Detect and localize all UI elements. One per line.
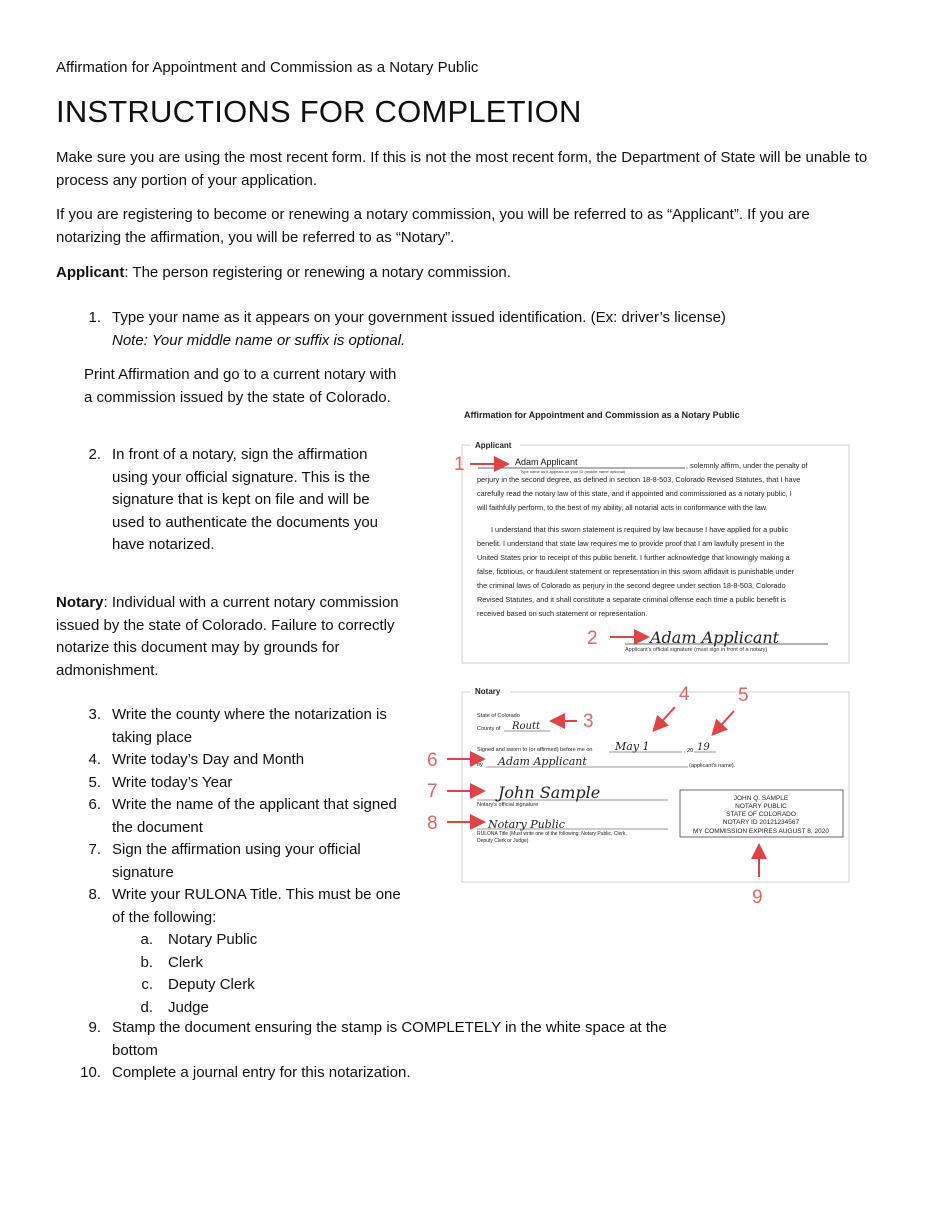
stamp-line-3: STATE OF COLORADO bbox=[726, 811, 796, 818]
intro-paragraph-2: If you are registering to become or renewing a notary commission, you will be referred to as “Applicant”. If you are notarizing the affirmation, you will be referred to as “Notary”. bbox=[56, 206, 810, 246]
applicant-label: Applicant bbox=[56, 264, 125, 281]
list-item: 1. Type your name as it appears on your government issued identification. (Ex: driver’s license) Note: Your middle name or suffix is optional. bbox=[88, 309, 726, 349]
step-1-note: Note: Your middle name or suffix is optional. bbox=[112, 331, 406, 349]
county-label: County of bbox=[477, 726, 501, 732]
notary-steps-list bbox=[56, 704, 416, 1019]
understand-line-3: United States prior to receipt of this public benefit. I further acknowledge that knowingly making a bbox=[477, 553, 790, 562]
list-item: b. Clerk bbox=[140, 953, 204, 971]
list-item: 10. Complete a journal entry for this notarization. bbox=[80, 1064, 411, 1081]
document-subtitle: Affirmation for Appointment and Commission as a Notary Public bbox=[56, 59, 479, 76]
marker-2: 2 bbox=[587, 628, 598, 649]
example-affirmation-figure bbox=[420, 395, 860, 915]
marker-1: 1 bbox=[454, 454, 465, 475]
stamp-line-4: NOTARY ID 20121234567 bbox=[722, 819, 800, 826]
marker-7: 7 bbox=[427, 781, 438, 802]
understand-line-1: I understand that this sworn statement is required by law because I have applied for a public bbox=[491, 525, 789, 534]
marker-4: 4 bbox=[679, 684, 690, 705]
applicant-signature: Adam Applicant bbox=[650, 628, 780, 647]
understand-line-6: Revised Statutes, and it shall constitute a separate criminal offense each time a public benefit is bbox=[477, 595, 786, 604]
list-item: 7. Sign the affirmation using your official signature bbox=[88, 841, 361, 881]
name-caption: Type name as it appears on your ID (middle name optional) bbox=[520, 469, 626, 474]
arrow-4 bbox=[655, 707, 675, 729]
rulona-value: Notary Public bbox=[488, 818, 565, 831]
print-affirmation-text: Print Affirmation and go to a current notary with a commission issued by the state of Colorado. bbox=[84, 366, 397, 406]
year-prefix: , 20 bbox=[684, 748, 694, 754]
affirm-line-2: perjury in the second degree, as defined in section 18-8-503, Colorado Revised Statutes, that I have bbox=[477, 475, 801, 484]
date-value: May 1 bbox=[615, 740, 650, 753]
notary-label: Notary bbox=[56, 594, 104, 611]
rulona-titles-list bbox=[112, 929, 402, 1019]
list-item: a. Notary Public bbox=[140, 931, 258, 948]
by-label: by bbox=[477, 762, 483, 768]
notary-heading: Notary bbox=[475, 687, 501, 696]
typed-name: Adam Applicant bbox=[515, 457, 578, 467]
year-value: 19 bbox=[697, 742, 710, 753]
understand-line-5: the criminal laws of Colorado as perjury in the second degree under section 18-8-503, Colorado bbox=[477, 581, 786, 590]
final-steps-list bbox=[56, 1017, 716, 1085]
marker-3: 3 bbox=[583, 711, 594, 732]
applicant-description: : The person registering or renewing a notary commission. bbox=[124, 264, 511, 281]
list-item: 6. Write the name of the applicant that signed the document bbox=[88, 796, 397, 836]
stamp-line-2: NOTARY PUBLIC bbox=[735, 803, 787, 810]
applicant-step-2-list bbox=[56, 444, 406, 557]
list-item: 2. In front of a notary, sign the affirmation using your official signature. This is the signature that is kept on file and will be used to authenticate the documents you have notarized. bbox=[88, 446, 379, 553]
notary-definition bbox=[56, 592, 416, 682]
rulona-caption-line-1: RULONA Title (Must write one of the following: Notary Public, Clerk, bbox=[477, 831, 627, 837]
affirm-line-3: carefully read the notary law of this state, and if appointed and commissioned as a notary public, I bbox=[477, 489, 792, 498]
applicant-heading: Applicant bbox=[475, 441, 512, 450]
marker-5: 5 bbox=[738, 685, 749, 706]
marker-6: 6 bbox=[427, 750, 438, 771]
notary-description: : Individual with a current notary commission issued by the state of Colorado. Failure to correctly notarize this document may by grounds for admonishment. bbox=[56, 594, 399, 679]
applicant-step-1-list bbox=[56, 307, 876, 352]
understand-line-2: benefit. I understand that state law requires me to provide proof that I am lawfully present in the bbox=[477, 539, 785, 548]
arrow-5 bbox=[714, 711, 734, 733]
affirm-line-4: will faithfully perform, to the best of my ability, all notarial acts in conformance with the law. bbox=[477, 503, 768, 512]
stamp-line-1: JOHN Q. SAMPLE bbox=[733, 795, 789, 802]
list-item: 9. Stamp the document ensuring the stamp is COMPLETELY in the white space at the bottom bbox=[88, 1019, 667, 1059]
list-item: 3. Write the county where the notarization is taking place bbox=[88, 706, 387, 746]
notary-signature: John Sample bbox=[498, 783, 601, 802]
list-item: 5. Write today’s Year bbox=[88, 773, 233, 791]
list-item: c. Deputy Clerk bbox=[141, 976, 255, 993]
figure-title: Affirmation for Appointment and Commission as a Notary Public bbox=[464, 410, 740, 420]
county-value: Routt bbox=[512, 721, 541, 732]
step-2-text: In front of a notary, sign the affirmation using your official signature. This is the signature that is kept on file and will be used to authenticate the documents you have notarized. bbox=[112, 446, 379, 553]
state-line: State of Colorado bbox=[477, 713, 520, 719]
list-item: 8. Write your RULONA Title. This must be one of the following: a. Notary Public b. Clerk c. Deputy Clerk d. Judge bbox=[56, 884, 402, 1019]
page-title: INSTRUCTIONS FOR COMPLETION bbox=[56, 94, 582, 129]
by-value: Adam Applicant bbox=[498, 755, 587, 768]
understand-line-4: false, fictitious, or fraudulent statement or representation in this sworn affidavit is punishable under bbox=[477, 567, 795, 576]
rulona-caption-line-2: Deputy Clerk or Judge) bbox=[477, 838, 529, 844]
stamp-line-5: MY COMMISSION EXPIRES AUGUST 8, 2020 bbox=[693, 828, 829, 835]
list-item: 4. Write today’s Day and Month bbox=[88, 751, 305, 768]
step-1-text: Type your name as it appears on your government issued identification. (Ex: driver’s license) bbox=[112, 309, 726, 326]
marker-9: 9 bbox=[752, 887, 763, 908]
sworn-label: Signed and sworn to (or affirmed) before me on bbox=[477, 747, 593, 753]
applicant-sig-caption: Applicant's official signature (must sign in front of a notary) bbox=[625, 647, 768, 653]
intro-paragraph-1: Make sure you are using the most recent form. If this is not the most recent form, the Department of State will be unable to process any portion of your application. bbox=[56, 149, 868, 189]
applicant-name-caption: (applicant's name). bbox=[689, 763, 736, 769]
marker-8: 8 bbox=[427, 813, 438, 834]
notary-sig-caption: Notary's official signature bbox=[477, 802, 539, 808]
list-item: d. Judge bbox=[140, 998, 209, 1016]
applicant-definition bbox=[56, 262, 876, 285]
affirm-line-1: , solemnly affirm, under the penalty of bbox=[686, 461, 808, 470]
understand-line-7: received based on such statement or representation. bbox=[477, 609, 648, 618]
